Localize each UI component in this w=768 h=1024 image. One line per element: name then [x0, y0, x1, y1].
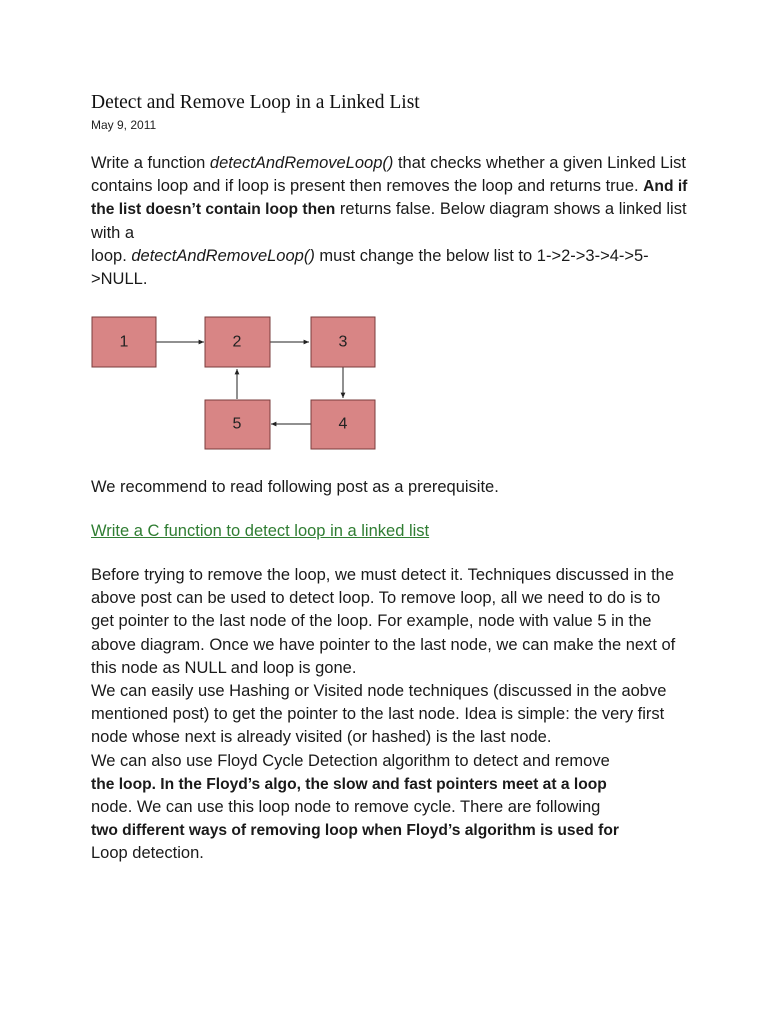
node-2-label: 2	[232, 333, 242, 351]
page-title: Detect and Remove Loop in a Linked List	[91, 92, 420, 113]
body-paragraph-1: Before trying to remove the loop, we must detect it. Techniques discussed in the above post can be used to detect loop. To remove loop, all we need to do is to get pointer to the last node of the loop. For example, node with value 5 in the above diagram. Once we have pointer to the last node, we can make the next of this node as NULL and loop is gone.	[91, 566, 676, 677]
body-line-3c: node. We can use this loop node to remove cycle. There are following	[91, 798, 601, 817]
intro-bold-text: And if the list doesn’t contain loop then	[91, 178, 688, 219]
intro-paragraph	[91, 152, 691, 291]
body-line-3e: Loop detection.	[91, 844, 204, 863]
node-4	[311, 400, 375, 449]
function-name-2: detectAndRemoveLoop()	[131, 246, 315, 265]
node-2	[205, 317, 270, 367]
node-3	[311, 317, 375, 367]
body-paragraph-2: We can easily use Hashing or Visited node techniques (discussed in the aobve mentioned post) to get the pointer to the last node. Idea is simple: the very first node whose next is already visited (or hashed) is the last node.	[91, 682, 667, 747]
node-5	[205, 400, 270, 449]
intro-text-5: must change the below list to 1->2->3->4->5->NULL.	[91, 246, 649, 289]
prerequisite-link[interactable]: Write a C function to detect loop in a linked list	[91, 522, 430, 540]
body-line-3b-bold: the loop. In the Floyd’s algo, the slow and fast pointers meet at a loop	[91, 775, 607, 793]
intro-text-4: loop.	[91, 246, 132, 265]
linked-list-diagram	[91, 316, 379, 450]
node-4-label: 4	[338, 415, 348, 433]
post-date: May 9, 2011	[91, 118, 157, 132]
node-1	[92, 317, 156, 367]
intro-text-3: returns false. Below diagram shows a linked list with a	[91, 200, 687, 242]
link-paragraph	[91, 520, 691, 543]
intro-text-1: Write a function	[91, 154, 210, 172]
function-name: detectAndRemoveLoop()	[209, 154, 394, 172]
intro-text-2: that checks whether a given Linked List contains loop and if loop is present then removes the loop and returns true.	[91, 154, 686, 196]
body-text	[91, 564, 681, 866]
body-line-3d-bold: two different ways of removing loop when Floyd’s algorithm is used for	[91, 822, 619, 840]
node-3-label: 3	[338, 333, 348, 351]
node-1-label: 1	[119, 333, 129, 351]
prerequisite-text: We recommend to read following post as a prerequisite.	[91, 478, 499, 496]
node-5-label: 5	[232, 415, 242, 433]
body-line-3a: We can also use Floyd Cycle Detection algorithm to detect and remove	[91, 751, 610, 770]
